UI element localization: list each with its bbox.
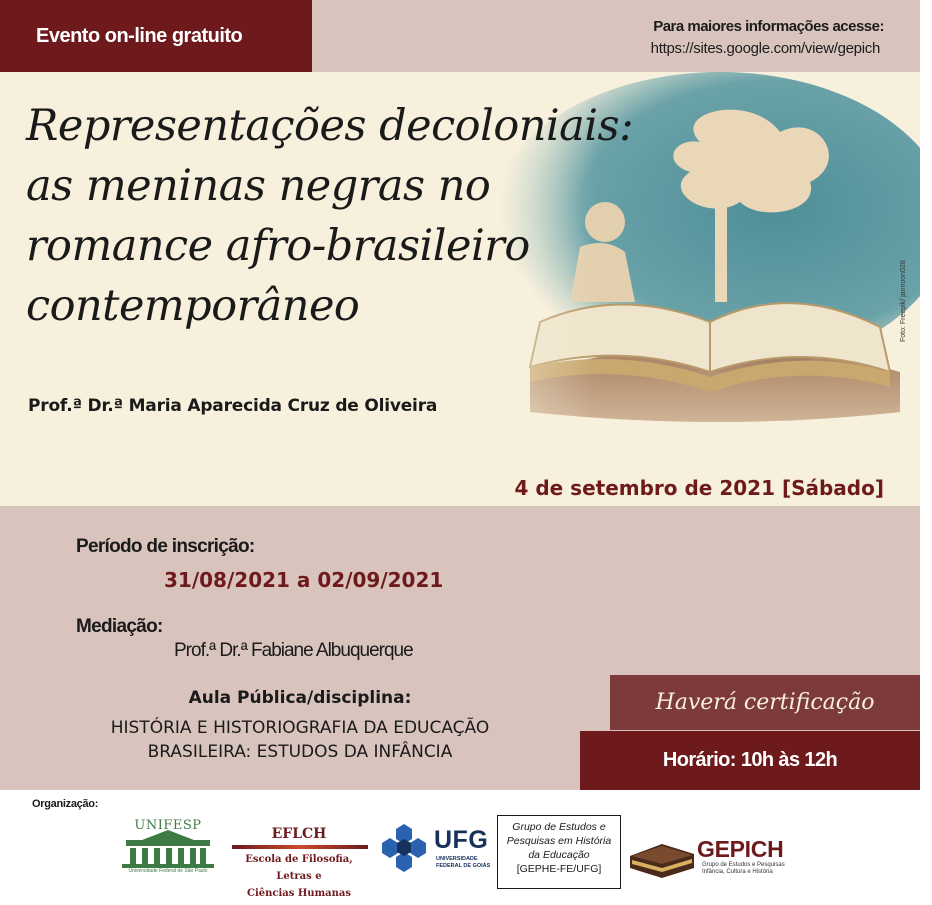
gephe-abbrev: [GEPHE-FE/UFG]	[516, 863, 602, 875]
gepich-book-icon	[626, 836, 698, 880]
mediator-name: Prof.ª Dr.ª Fabiane Albuquerque	[174, 640, 413, 661]
registration-label: Período de inscrição:	[76, 536, 255, 557]
gepich-name: GEPICH	[697, 836, 784, 862]
time-badge: Horário: 10h às 12h	[580, 731, 920, 790]
gephe-box	[497, 815, 621, 889]
gepich-subtitle	[702, 862, 802, 876]
title-line-4: contemporâneo	[26, 281, 360, 331]
class-name	[0, 716, 600, 764]
ufg-sub-line-2: FEDERAL DE GOIÁS	[436, 863, 491, 869]
eflch-name: EFLCH	[271, 826, 327, 842]
info-heading: Para maiores informações acesse:	[653, 18, 884, 35]
unifesp-subtitle: Universidade Federal de São Paulo	[128, 868, 208, 874]
mediation-label: Mediação:	[76, 616, 163, 637]
gephe-line-3: da Educação	[528, 849, 590, 861]
info-url-link[interactable]: https://sites.google.com/view/gepich	[650, 40, 880, 57]
class-name-line-1: HISTÓRIA E HISTORIOGRAFIA DA EDUCAÇÃO	[110, 718, 490, 738]
gepich-sub-line-2: Infância, Cultura e História	[702, 869, 773, 875]
eflch-sub-line-1: Escola de Filosofia, Letras e	[245, 854, 353, 882]
gephe-line-2: Pesquisas em História	[506, 835, 612, 847]
unifesp-name: UNIFESP	[134, 818, 202, 833]
title-line-3: romance afro-brasileiro	[26, 221, 530, 271]
event-date: 4 de setembro de 2021 [Sábado]	[514, 476, 884, 500]
eflch-divider	[232, 845, 368, 849]
event-tag: Evento on-line gratuito	[0, 0, 312, 72]
title-line-2: as meninas negras no	[26, 161, 491, 211]
eflch-subtitle	[228, 851, 370, 902]
class-label: Aula Pública/disciplina:	[188, 688, 412, 708]
gephe-line-1: Grupo de Estudos e	[512, 821, 606, 833]
class-name-line-2: BRASILEIRA: ESTUDOS DA INFÂNCIA	[147, 742, 453, 762]
title-line-1: Representações decoloniais:	[26, 101, 634, 151]
event-title	[26, 96, 634, 336]
details-panel	[0, 506, 920, 790]
ufg-name: UFG	[434, 826, 489, 854]
hero-banner	[0, 72, 920, 506]
registration-dates: 31/08/2021 a 02/09/2021	[164, 568, 444, 592]
ufg-subtitle	[436, 856, 492, 870]
certification-badge: Haverá certificação	[610, 675, 920, 730]
ufg-hexagon-icon	[378, 822, 430, 876]
organization-label: Organização:	[32, 798, 99, 810]
eflch-sub-line-2: Ciências Humanas	[246, 888, 352, 899]
gepich-sub-line-1: Grupo de Estudos e Pesquisas	[702, 862, 785, 868]
ufg-sub-line-1: UNIVERSIDADE	[436, 856, 478, 862]
speaker-name: Prof.ª Dr.ª Maria Aparecida Cruz de Oliveira	[28, 396, 438, 416]
photo-credit: Foto: Freepik/ jannoon028	[900, 260, 907, 342]
